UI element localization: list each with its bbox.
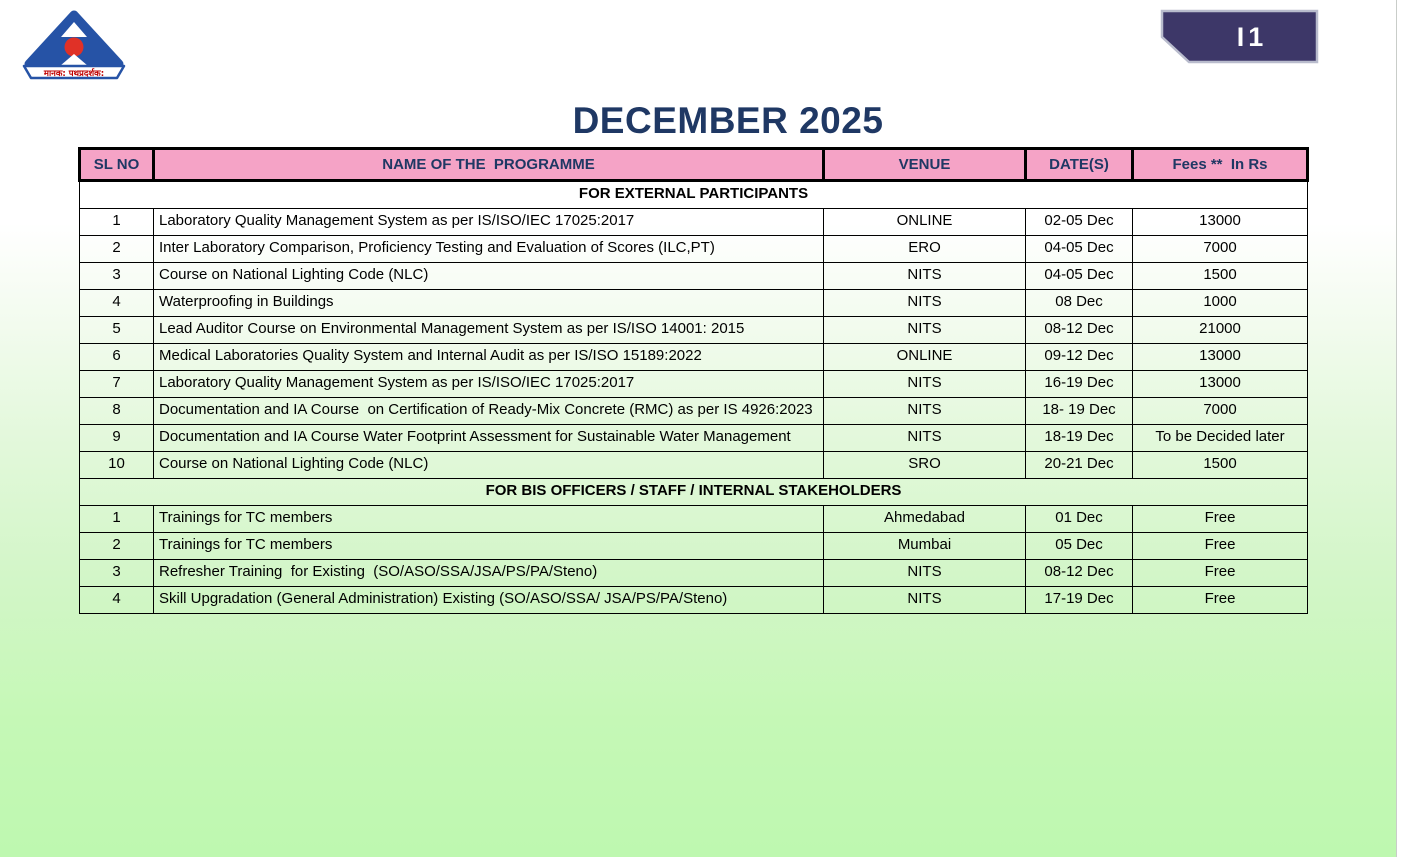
table-row bbox=[80, 263, 1308, 290]
cell-venue: Mumbai bbox=[824, 533, 1026, 560]
cell-name: Lead Auditor Course on Environmental Management System as per IS/ISO 14001: 2015 bbox=[154, 317, 824, 344]
cell-fees: 7000 bbox=[1133, 398, 1308, 425]
cell-fees: 1000 bbox=[1133, 290, 1308, 317]
cell-dates: 18-19 Dec bbox=[1026, 425, 1133, 452]
column-header-row bbox=[80, 149, 1308, 181]
cell-name: Inter Laboratory Comparison, Proficiency Testing and Evaluation of Scores (ILC,PT) bbox=[154, 236, 824, 263]
table-header bbox=[80, 149, 1308, 181]
cell-fees: To be Decided later bbox=[1133, 425, 1308, 452]
table-row bbox=[80, 371, 1308, 398]
table-row bbox=[80, 452, 1308, 479]
cell-fees: 7000 bbox=[1133, 236, 1308, 263]
cell-dates: 05 Dec bbox=[1026, 533, 1133, 560]
cell-dates: 02-05 Dec bbox=[1026, 209, 1133, 236]
table-row bbox=[80, 398, 1308, 425]
cell-slno: 6 bbox=[80, 344, 154, 371]
cell-dates: 08 Dec bbox=[1026, 290, 1133, 317]
cell-slno: 3 bbox=[80, 560, 154, 587]
cell-venue: ERO bbox=[824, 236, 1026, 263]
table-row bbox=[80, 506, 1308, 533]
badge-label: I1 bbox=[1236, 22, 1268, 52]
column-header-name: NAME OF THE PROGRAMME bbox=[154, 149, 824, 181]
cell-name: Documentation and IA Course on Certification of Ready-Mix Concrete (RMC) as per IS 4926:2023 bbox=[154, 398, 824, 425]
cell-name: Course on National Lighting Code (NLC) bbox=[154, 452, 824, 479]
cell-fees: Free bbox=[1133, 587, 1308, 614]
cell-slno: 2 bbox=[80, 236, 154, 263]
programme-table bbox=[78, 147, 1309, 614]
cell-slno: 3 bbox=[80, 263, 154, 290]
page-title: DECEMBER 2025 bbox=[572, 100, 884, 141]
cell-venue: SRO bbox=[824, 452, 1026, 479]
cell-fees: 13000 bbox=[1133, 371, 1308, 398]
cell-slno: 8 bbox=[80, 398, 154, 425]
table-row bbox=[80, 317, 1308, 344]
cell-fees: 13000 bbox=[1133, 209, 1308, 236]
cell-venue: NITS bbox=[824, 317, 1026, 344]
slide-number-badge bbox=[1160, 9, 1320, 65]
cell-venue: NITS bbox=[824, 587, 1026, 614]
cell-fees: Free bbox=[1133, 533, 1308, 560]
cell-name: Skill Upgradation (General Administration) Existing (SO/ASO/SSA/ JSA/PS/PA/Steno) bbox=[154, 587, 824, 614]
cell-name: Laboratory Quality Management System as per IS/ISO/IEC 17025:2017 bbox=[154, 209, 824, 236]
cell-name: Refresher Training for Existing (SO/ASO/SSA/JSA/PS/PA/Steno) bbox=[154, 560, 824, 587]
cell-slno: 4 bbox=[80, 587, 154, 614]
cell-venue: NITS bbox=[824, 560, 1026, 587]
cell-dates: 04-05 Dec bbox=[1026, 236, 1133, 263]
cell-name: Waterproofing in Buildings bbox=[154, 290, 824, 317]
cell-name: Trainings for TC members bbox=[154, 506, 824, 533]
cell-dates: 17-19 Dec bbox=[1026, 587, 1133, 614]
table-row bbox=[80, 587, 1308, 614]
cell-venue: ONLINE bbox=[824, 209, 1026, 236]
cell-name: Course on National Lighting Code (NLC) bbox=[154, 263, 824, 290]
bis-logo-icon bbox=[20, 7, 128, 85]
cell-slno: 2 bbox=[80, 533, 154, 560]
column-header-fees: Fees ** In Rs bbox=[1133, 149, 1308, 181]
programme-table-body bbox=[80, 181, 1308, 614]
cell-venue: Ahmedabad bbox=[824, 506, 1026, 533]
cell-dates: 04-05 Dec bbox=[1026, 263, 1133, 290]
table-row bbox=[80, 236, 1308, 263]
cell-fees: 13000 bbox=[1133, 344, 1308, 371]
cell-dates: 08-12 Dec bbox=[1026, 560, 1133, 587]
cell-fees: 21000 bbox=[1133, 317, 1308, 344]
cell-dates: 18- 19 Dec bbox=[1026, 398, 1133, 425]
cell-venue: ONLINE bbox=[824, 344, 1026, 371]
cell-fees: 1500 bbox=[1133, 452, 1308, 479]
section-header-row bbox=[80, 479, 1308, 506]
cell-dates: 09-12 Dec bbox=[1026, 344, 1133, 371]
cell-name: Medical Laboratories Quality System and Internal Audit as per IS/ISO 15189:2022 bbox=[154, 344, 824, 371]
cell-slno: 4 bbox=[80, 290, 154, 317]
cell-venue: NITS bbox=[824, 371, 1026, 398]
cell-slno: 1 bbox=[80, 506, 154, 533]
column-header-slno: SL NO bbox=[80, 149, 154, 181]
cell-slno: 10 bbox=[80, 452, 154, 479]
cell-slno: 7 bbox=[80, 371, 154, 398]
cell-fees: Free bbox=[1133, 506, 1308, 533]
cell-slno: 1 bbox=[80, 209, 154, 236]
table-row bbox=[80, 209, 1308, 236]
section-header-row bbox=[80, 181, 1308, 209]
cell-fees: Free bbox=[1133, 560, 1308, 587]
table-row bbox=[80, 425, 1308, 452]
cell-venue: NITS bbox=[824, 398, 1026, 425]
cell-slno: 9 bbox=[80, 425, 154, 452]
column-header-venue: VENUE bbox=[824, 149, 1026, 181]
cell-venue: NITS bbox=[824, 425, 1026, 452]
table-row bbox=[80, 533, 1308, 560]
cell-name: Documentation and IA Course Water Footprint Assessment for Sustainable Water Management bbox=[154, 425, 824, 452]
cell-venue: NITS bbox=[824, 263, 1026, 290]
cell-name: Laboratory Quality Management System as per IS/ISO/IEC 17025:2017 bbox=[154, 371, 824, 398]
cell-slno: 5 bbox=[80, 317, 154, 344]
cell-dates: 16-19 Dec bbox=[1026, 371, 1133, 398]
badge-ribbon-icon bbox=[1160, 9, 1320, 65]
section-title: FOR EXTERNAL PARTICIPANTS bbox=[80, 181, 1308, 209]
section-title: FOR BIS OFFICERS / STAFF / INTERNAL STAKEHOLDERS bbox=[80, 479, 1308, 506]
table-row bbox=[80, 290, 1308, 317]
column-header-dates: DATE(S) bbox=[1026, 149, 1133, 181]
cell-venue: NITS bbox=[824, 290, 1026, 317]
bis-logo bbox=[20, 7, 128, 85]
cell-dates: 08-12 Dec bbox=[1026, 317, 1133, 344]
cell-dates: 20-21 Dec bbox=[1026, 452, 1133, 479]
cell-dates: 01 Dec bbox=[1026, 506, 1133, 533]
table-row bbox=[80, 560, 1308, 587]
cell-name: Trainings for TC members bbox=[154, 533, 824, 560]
cell-fees: 1500 bbox=[1133, 263, 1308, 290]
logo-tagline: मानक: पथप्रदर्शक: bbox=[43, 69, 105, 79]
table-row bbox=[80, 344, 1308, 371]
